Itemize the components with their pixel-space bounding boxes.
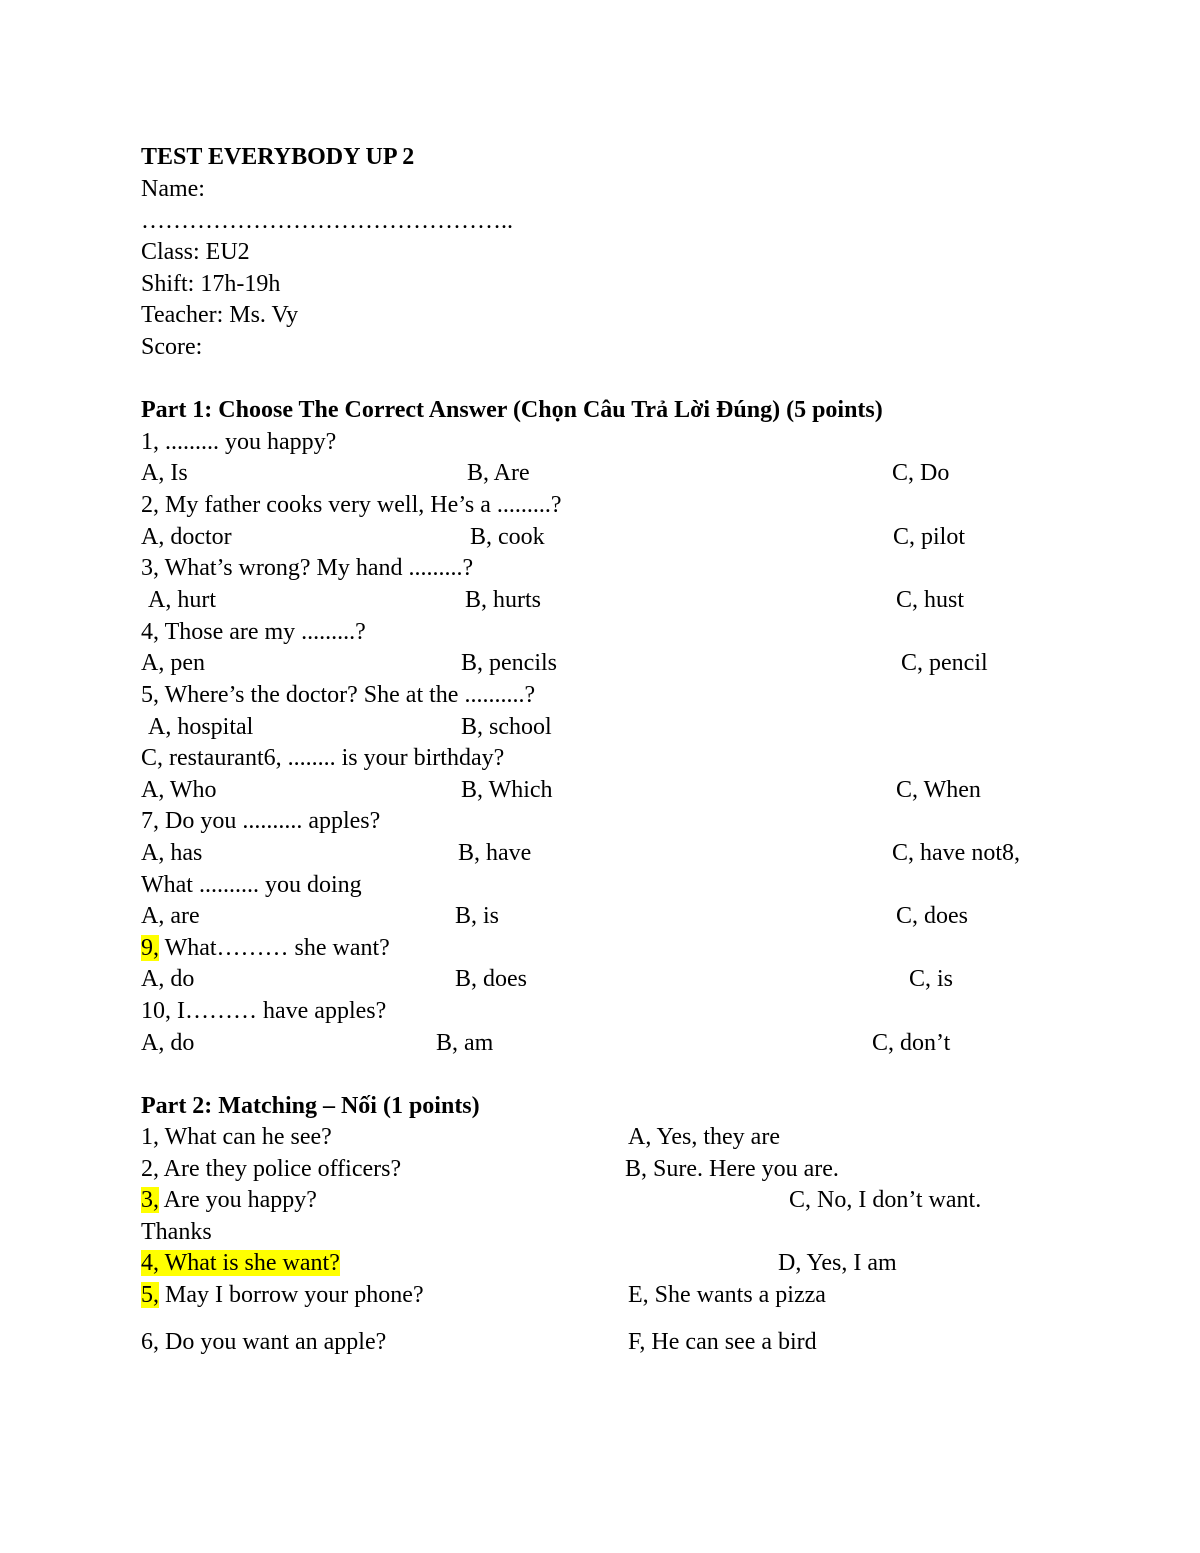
match-5-number-highlight: 5, (141, 1282, 159, 1308)
question-1: 1, ......... you happy? (141, 429, 337, 455)
teacher-line: Teacher: Ms. Vy (141, 302, 299, 328)
match-left-4 (141, 1248, 340, 1279)
match-right-b: B, Sure. Here you are. (625, 1156, 839, 1182)
q1-option-c: C, Do (892, 460, 950, 486)
q10-option-a: A, do (141, 1030, 195, 1056)
q6-option-c: C, When (896, 777, 981, 803)
q9-option-c: C, is (909, 966, 954, 992)
q9-option-b: B, does (455, 966, 527, 992)
question-5: 5, Where’s the doctor? She at the ..........? (141, 682, 536, 708)
match-left-2: 2, Are they police officers? (141, 1156, 402, 1182)
q8-option-a: A, are (141, 903, 200, 929)
question-9 (141, 933, 390, 964)
question-8: What .......... you doing (141, 872, 362, 898)
question-7: 7, Do you .......... apples? (141, 808, 381, 834)
question-2: 2, My father cooks very well, He’s a .........? (141, 492, 562, 518)
q6-option-b: B, Which (461, 777, 553, 803)
q1-option-a: A, Is (141, 460, 188, 486)
q7-option-c-and-question-8: C, have not8, (892, 840, 1020, 866)
name-label: Name: (141, 176, 205, 202)
q6-option-a: A, Who (141, 777, 217, 803)
match-right-f: F, He can see a bird (628, 1329, 817, 1355)
match-5-text: May I borrow your phone? (159, 1282, 424, 1308)
q10-option-b: B, am (436, 1030, 494, 1056)
match-right-e: E, She wants a pizza (628, 1282, 826, 1308)
q1-option-b: B, Are (467, 460, 530, 486)
match-left-1: 1, What can he see? (141, 1124, 332, 1150)
q2-option-b: B, cook (470, 524, 545, 550)
match-right-a: A, Yes, they are (628, 1124, 780, 1150)
match-4-highlight: 4, What is she want? (141, 1250, 340, 1276)
match-3-text: Are you happy? (159, 1187, 317, 1213)
question-10: 10, I……… have apples? (141, 998, 387, 1024)
q5-option-c-and-question-6: C, restaurant6, ........ is your birthday? (141, 745, 505, 771)
match-right-c-continued: Thanks (141, 1219, 212, 1245)
name-blank: ……………………………………….. (141, 208, 513, 234)
match-left-5 (141, 1280, 424, 1311)
q5-option-b: B, school (461, 714, 552, 740)
document-title: TEST EVERYBODY UP 2 (141, 144, 415, 170)
q4-option-c: C, pencil (901, 650, 988, 676)
q7-option-b: B, have (458, 840, 532, 866)
q8-option-b: B, is (455, 903, 500, 929)
shift-line: Shift: 17h-19h (141, 271, 281, 297)
part1-heading: Part 1: Choose The Correct Answer (Chọn Câu Trả Lời Đúng) (5 points) (141, 397, 883, 423)
q9-option-a: A, do (141, 966, 195, 992)
match-right-d: D, Yes, I am (778, 1250, 897, 1276)
q3-option-b: B, hurts (465, 587, 542, 613)
q8-option-c: C, does (896, 903, 968, 929)
q3-option-c: C, hust (896, 587, 965, 613)
q7-option-a: A, has (141, 840, 203, 866)
match-right-c: C, No, I don’t want. (789, 1187, 982, 1213)
question-3: 3, What’s wrong? My hand .........? (141, 555, 474, 581)
class-line: Class: EU2 (141, 239, 250, 265)
match-left-3 (141, 1185, 317, 1216)
q4-option-b: B, pencils (461, 650, 557, 676)
q2-option-a: A, doctor (141, 524, 232, 550)
q10-option-c: C, don’t (872, 1030, 951, 1056)
part2-heading: Part 2: Matching – Nối (1 points) (141, 1093, 480, 1119)
match-3-number-highlight: 3, (141, 1187, 159, 1213)
q9-text: What……… she want? (159, 935, 390, 961)
question-4: 4, Those are my .........? (141, 619, 366, 645)
score-line: Score: (141, 334, 203, 360)
q5-option-a: A, hospital (148, 714, 254, 740)
q9-number-highlight: 9, (141, 935, 159, 961)
q4-option-a: A, pen (141, 650, 205, 676)
q3-option-a: A, hurt (148, 587, 216, 613)
match-left-6: 6, Do you want an apple? (141, 1329, 387, 1355)
q2-option-c: C, pilot (893, 524, 966, 550)
